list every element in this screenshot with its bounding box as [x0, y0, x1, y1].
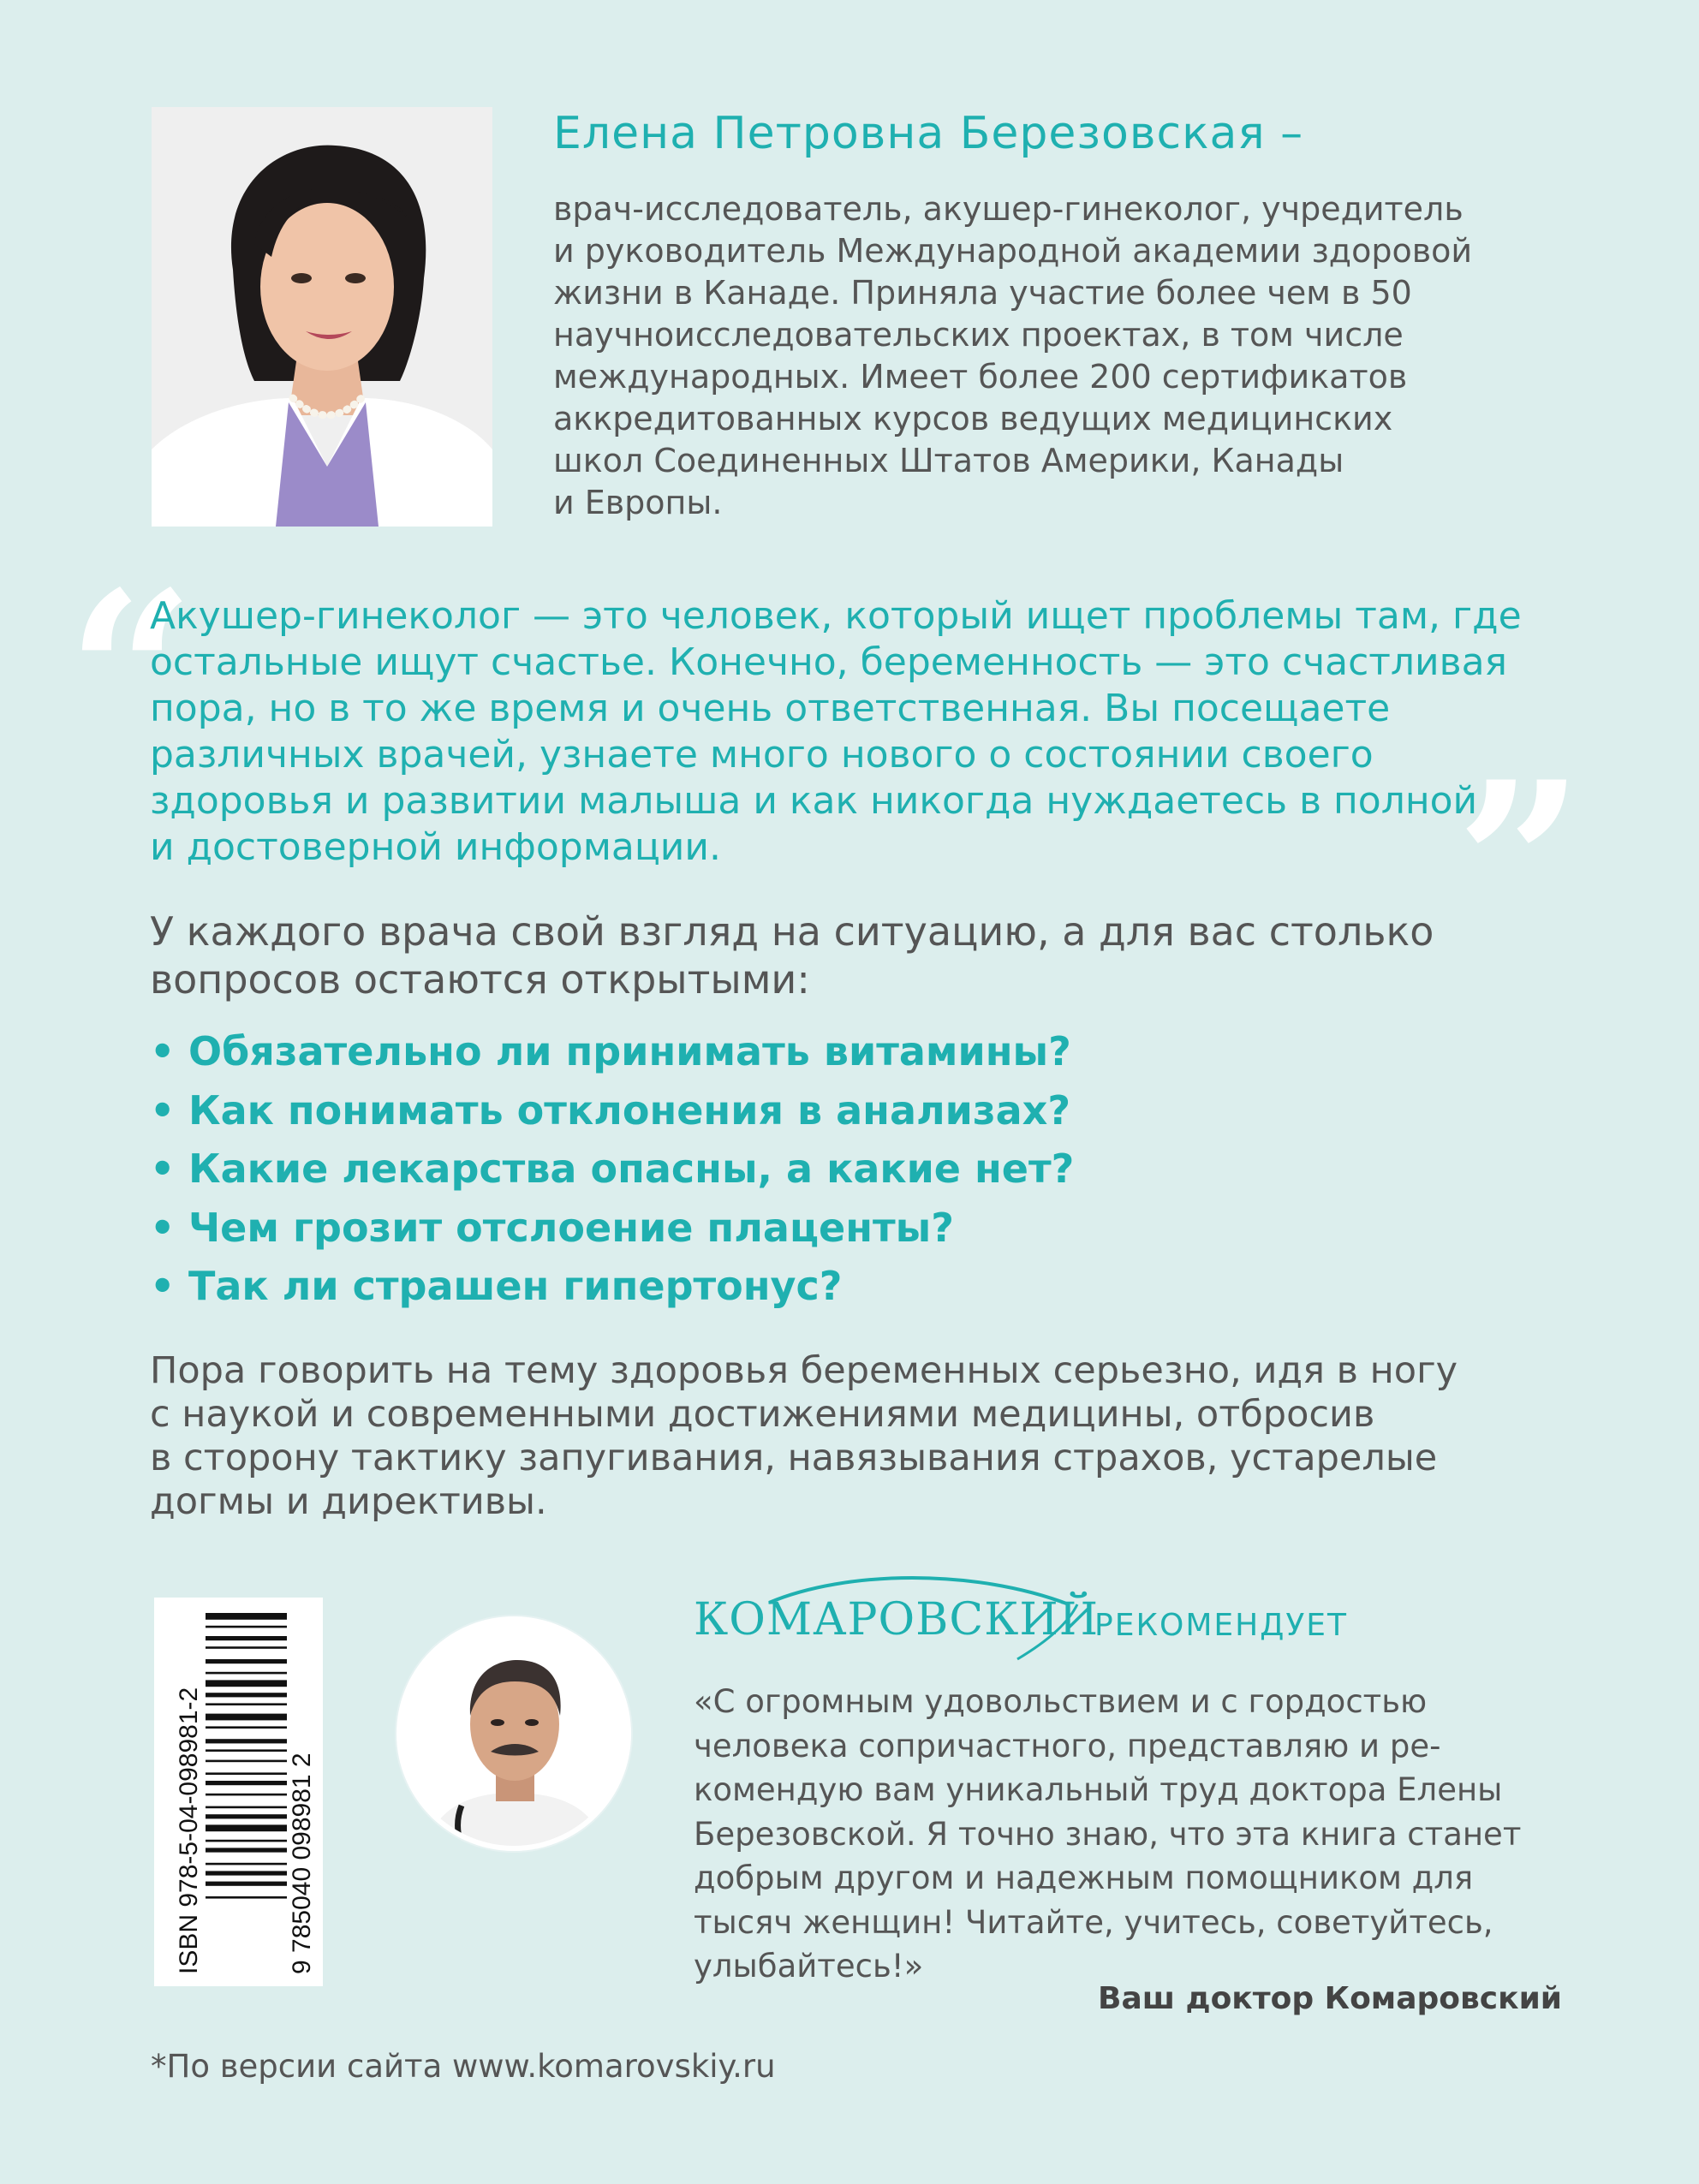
barcode-bar: [206, 1814, 287, 1818]
closing-line: Пора говорить на тему здоровья беременных серьезно, идя в ногу: [150, 1349, 1458, 1392]
bio-line: аккредитованных курсов ведущих медицинских: [553, 400, 1393, 437]
barcode-bar: [206, 1714, 287, 1721]
barcode-bar: [206, 1824, 287, 1831]
bio-line: школ Соединенных Штатов Америки, Канады: [553, 442, 1344, 479]
bio-line: и руководитель Международной академии здоровой: [553, 232, 1473, 270]
question-text: Чем грозит отслоение плаценты?: [188, 1204, 954, 1251]
barcode-bar: [206, 1693, 287, 1697]
barcode-bar: [206, 1659, 287, 1663]
author-bio: [553, 188, 1512, 524]
question-text: Так ли страшен гипертонус?: [188, 1263, 843, 1309]
barcode-bar: [206, 1863, 287, 1866]
barcode: [154, 1598, 323, 1986]
barcode-bar: [206, 1646, 287, 1649]
bullet-icon: •: [150, 1086, 176, 1134]
barcode-bar: [206, 1760, 287, 1763]
barcode-bar: [206, 1896, 287, 1899]
bullet-icon: •: [150, 1028, 176, 1074]
list-item: [150, 1022, 1074, 1081]
question-text: Как понимать отклонения в анализах?: [188, 1086, 1071, 1134]
barcode-bar: [206, 1703, 287, 1705]
barcode-bar: [206, 1739, 287, 1743]
bio-line: жизни в Канаде. Приняла участие более чем в 50: [553, 274, 1412, 312]
recommendation-line: человека сопричастного, представляю и ре-: [694, 1727, 1441, 1764]
recommendation-line: улыбайтесь!»: [694, 1948, 924, 1985]
recommendation-text: [694, 1680, 1521, 1989]
recommends-label: РЕКОМЕНДУЕТ: [1094, 1608, 1349, 1643]
recommendation-line: комендую вам уникальный труд доктора Елены: [694, 1771, 1503, 1808]
barcode-bar: [206, 1672, 287, 1675]
barcode-bar: [206, 1626, 287, 1628]
barcode-bar: [206, 1794, 287, 1796]
barcode-bar: [206, 1726, 287, 1729]
bullet-icon: •: [150, 1204, 176, 1251]
list-item: [150, 1140, 1074, 1199]
closing-line: в сторону тактику запугивания, навязывания страхов, устарелые: [150, 1437, 1438, 1479]
quote-line: остальные ищут счастье. Конечно, беременность — это счастливая: [150, 640, 1508, 684]
list-item: [150, 1199, 1074, 1258]
quote-line: Акушер-гинеколог — это человек, который ищет проблемы там, где: [150, 594, 1522, 638]
question-text: Какие лекарства опасны, а какие нет?: [188, 1146, 1075, 1192]
barcode-bar: [206, 1840, 287, 1842]
intro-line: вопросов остаются открытыми:: [150, 956, 810, 1003]
barcode-bar: [206, 1772, 287, 1775]
closing-text: [150, 1349, 1458, 1524]
closing-line: догмы и директивы.: [150, 1480, 547, 1523]
barcode-digits: 9 785040 098981 2: [288, 1753, 316, 1974]
barcode-bar: [206, 1781, 287, 1785]
bio-line: научноисследовательских проектах, в том числе: [553, 316, 1404, 354]
author-name: Елена Петровна Березовская –: [553, 108, 1304, 159]
list-item: [150, 1257, 1074, 1316]
barcode-bar: [206, 1848, 287, 1852]
komarovsky-photo: [396, 1616, 631, 1851]
barcode-bar: [206, 1882, 287, 1886]
footnote: *По версии сайта www.komarovskiy.ru: [151, 2048, 776, 2085]
list-item: [150, 1081, 1074, 1140]
bio-line: международных. Имеет более 200 сертификатов: [553, 358, 1408, 396]
question-text: Обязательно ли принимать витамины?: [188, 1028, 1071, 1074]
quote-line: различных врачей, узнаете много нового о состоянии своего: [150, 733, 1374, 777]
isbn-label: ISBN 978-5-04-098981-2: [175, 1687, 203, 1974]
barcode-bar: [206, 1749, 287, 1752]
barcode-bar: [206, 1613, 287, 1620]
open-quote-icon: “: [67, 544, 195, 805]
intro-line: У каждого врача свой взгляд на ситуацию, а для вас столько: [150, 908, 1434, 955]
closing-line: с наукой и современными достижениями медицины, отбросив: [150, 1393, 1375, 1436]
bio-line: и Европы.: [553, 484, 723, 521]
bullet-icon: •: [150, 1146, 176, 1192]
komarovsky-brand: КОМАРОВСКИЙ: [694, 1594, 1100, 1645]
questions-list: [150, 1022, 1074, 1316]
recommendation-line: тысяч женщин! Читайте, учитесь, советуйтесь,: [694, 1903, 1493, 1941]
recommendation-line: «С огромным удовольствием и с гордостью: [694, 1683, 1428, 1720]
quote-line: пора, но в то же время и очень ответственная. Вы посещаете: [150, 687, 1391, 730]
quote-line: здоровья и развитии малыша и как никогда нуждаетесь в полной: [150, 779, 1478, 823]
author-photo: [152, 107, 492, 527]
barcode-bar: [206, 1636, 287, 1640]
recommendation-line: добрым другом и надежным помощником для: [694, 1860, 1474, 1896]
barcode-bar: [206, 1871, 287, 1875]
bio-line: врач-исследователь, акушер-гинеколог, учредитель: [553, 190, 1464, 228]
intro-text: [150, 908, 1434, 1003]
signature: Ваш доктор Комаровский: [1098, 1981, 1563, 2016]
barcode-bar: [206, 1680, 287, 1687]
quote-text: [150, 593, 1606, 871]
bullet-icon: •: [150, 1263, 176, 1309]
quote-line: и достоверной информации.: [150, 825, 721, 869]
barcode-bars: [206, 1613, 287, 1899]
recommendation-line: Березовской. Я точно знаю, что эта книга станет: [694, 1815, 1522, 1853]
barcode-bar: [206, 1806, 287, 1809]
close-quote-icon: ”: [1456, 734, 1584, 995]
